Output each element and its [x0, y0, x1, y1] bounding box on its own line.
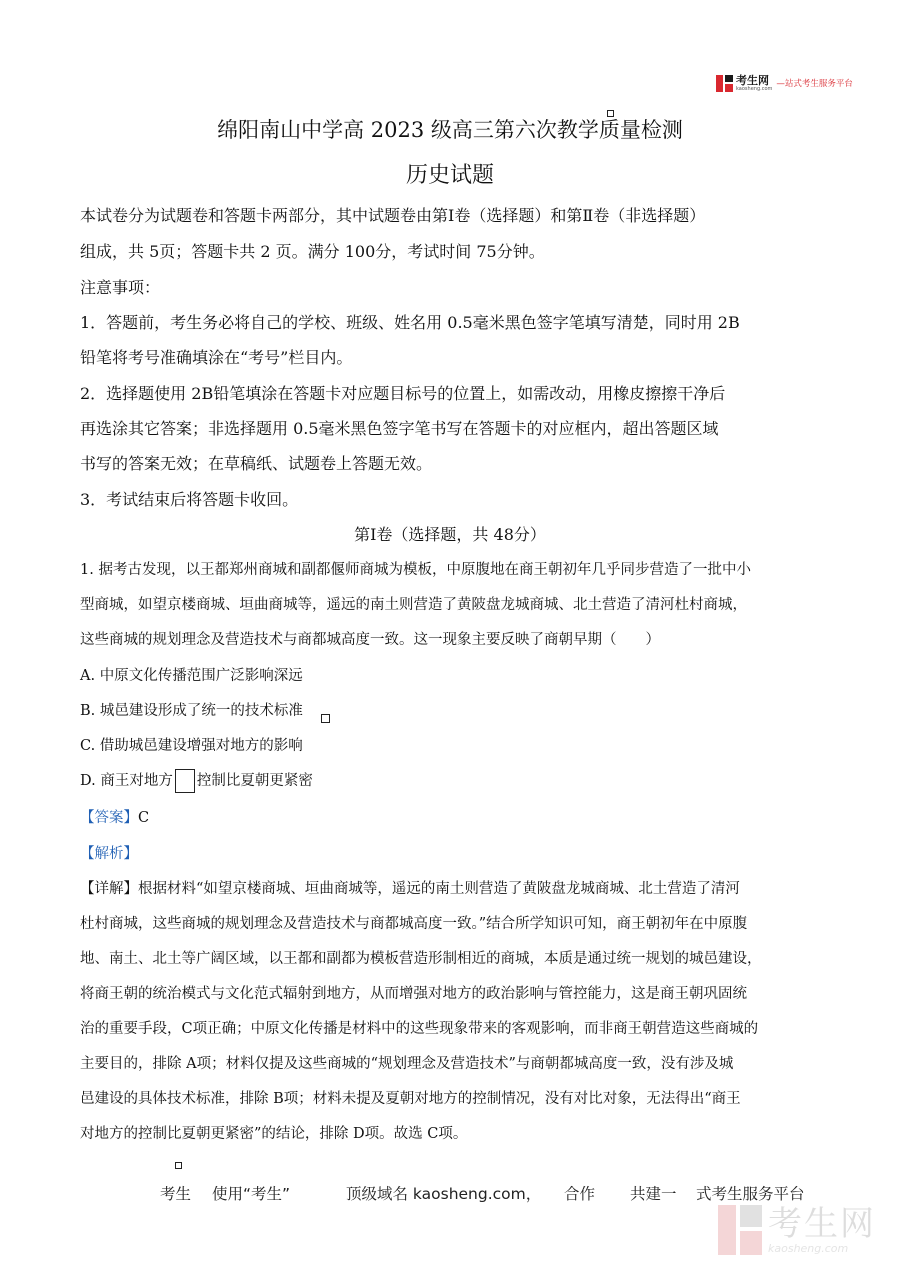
logo-text — [736, 75, 772, 92]
detail-line: 对地方的控制比夏朝更紧密”的结论，排除 D项。故选 C项。 — [80, 1126, 468, 1142]
question-stem-line: 这些商城的规划理念及营造技术与商都城高度一致。这一现象主要反映了商朝早期（ ） — [80, 632, 660, 648]
watermark-domain: kaosheng.com — [768, 1241, 849, 1255]
notes-line: 书写的答案无效；在草稿纸、试题卷上答题无效。 — [80, 454, 433, 473]
option-d-prefix: D. 商王对地方 — [80, 773, 173, 789]
detail-label: 【详解】 — [80, 881, 138, 897]
site-logo — [716, 73, 886, 93]
subject-title: 历史试题 — [405, 163, 494, 188]
notes-line: 3．考试结束后将答题卡收回。 — [80, 490, 299, 509]
answer-row — [80, 806, 840, 830]
option-d — [80, 769, 840, 793]
notes-line: 1．答题前，考生务必将自己的学校、班级、姓名用 0.5毫米黑色签字笔填写清楚，同时用 2B — [80, 313, 740, 332]
option-d-suffix: 控制比夏朝更紧密 — [196, 773, 313, 789]
option-a: A. 中原文化传播范围广泛影响深远 — [80, 668, 303, 684]
detail-line: 地、南土、北土等广阔区域，以王都和副都为模板营造形制相近的商城，本质是通过统一规划的城邑建设， — [80, 951, 762, 967]
logo-name: 考生网 — [736, 73, 769, 87]
answer-value: C — [138, 810, 150, 826]
answer-label: 【答案】 — [80, 810, 138, 826]
small-square-mark-icon — [321, 714, 330, 723]
option-b: B. 城邑建设形成了统一的技术标准 — [80, 703, 303, 719]
detail-line: 将商王朝的统治模式与文化范式辐射到地方，从而增强对地方的政治影响与管控能力，这是商王朝巩固统 — [80, 986, 747, 1002]
intro-line-1: 本试卷分为试题卷和答题卡两部分，其中试题卷由第Ⅰ卷（选择题）和第Ⅱ卷（非选择题） — [80, 206, 706, 225]
footer-link[interactable]: 顶级域名 kaosheng.com， — [346, 1185, 542, 1203]
watermark-name: 考生网 — [768, 1203, 876, 1244]
intro-line-2: 组成，共 5页；答题卡共 2 页。满分 100分，考试时间 75分钟。 — [80, 242, 545, 261]
footer-part: 使用“考生” — [212, 1185, 291, 1203]
notes-line: 2．选择题使用 2B铅笔填涂在答题卡对应题目标号的位置上，如需改动，用橡皮擦擦干净后 — [80, 384, 726, 403]
watermark-text — [768, 1203, 876, 1255]
notes-heading: 注意事项： — [80, 278, 161, 297]
small-square-mark-icon — [175, 1162, 182, 1169]
footer-part: 考生 — [160, 1185, 192, 1203]
logo-domain: kaosheng.com — [736, 85, 773, 92]
notes-line: 再选涂其它答案；非选择题用 0.5毫米黑色签字笔书写在答题卡的对应框内，超出答题区域 — [80, 419, 719, 438]
watermark-logo — [718, 1200, 888, 1260]
question-stem-line: 1. 据考古发现，以王都郑州商城和副都偃师商城为模板，中原腹地在商王朝初年几乎同步营造了一批中小 — [80, 562, 751, 578]
logo-slogan: —站式考生服务平台 — [776, 79, 853, 89]
watermark-mark-icon — [718, 1205, 762, 1255]
footer-part: 式考生服务平台 — [696, 1185, 805, 1203]
notes-line: 铅笔将考号准确填涂在“考号”栏目内。 — [80, 348, 353, 367]
footer-part: 合作 — [564, 1185, 596, 1203]
analysis-label: 【解析】 — [80, 846, 138, 862]
detail-text: 根据材料“如望京楼商城、垣曲商城等，遥远的南土则营造了黄陂盘龙城商城、北土营造了清河 — [138, 881, 740, 897]
small-square-mark-icon — [607, 110, 614, 117]
detail-line — [80, 877, 840, 901]
exam-title: 绵阳南山中学高 2023 级高三第六次教学质量检测 — [217, 118, 683, 142]
blank-box-icon — [175, 769, 195, 793]
detail-line: 主要目的，排除 A项；材料仅提及这些商城的“规划理念及营造技术”与商朝都城高度一致，没有涉及城 — [80, 1056, 734, 1072]
footer-part: 共建一 — [630, 1185, 677, 1203]
detail-line: 杜村商城，这些商城的规划理念及营造技术与商都城高度一致。”结合所学知识可知，商王朝初年在中原腹 — [80, 916, 748, 932]
option-c: C. 借助城邑建设增强对地方的影响 — [80, 738, 303, 754]
logo-mark-icon — [716, 75, 733, 92]
detail-line: 治的重要手段，C项正确；中原文化传播是材料中的这些现象带来的客观影响，而非商王朝营造这些商城的 — [80, 1021, 759, 1037]
question-stem-line: 型商城，如望京楼商城、垣曲商城等，遥远的南土则营造了黄陂盘龙城商城、北土营造了清河杜村商城， — [80, 597, 747, 613]
detail-line: 邑建设的具体技术标准，排除 B项；材料未提及夏朝对地方的控制情况，没有对比对象，无法得出“商王 — [80, 1091, 741, 1107]
section-title: 第Ⅰ卷（选择题，共 48分） — [354, 525, 546, 544]
